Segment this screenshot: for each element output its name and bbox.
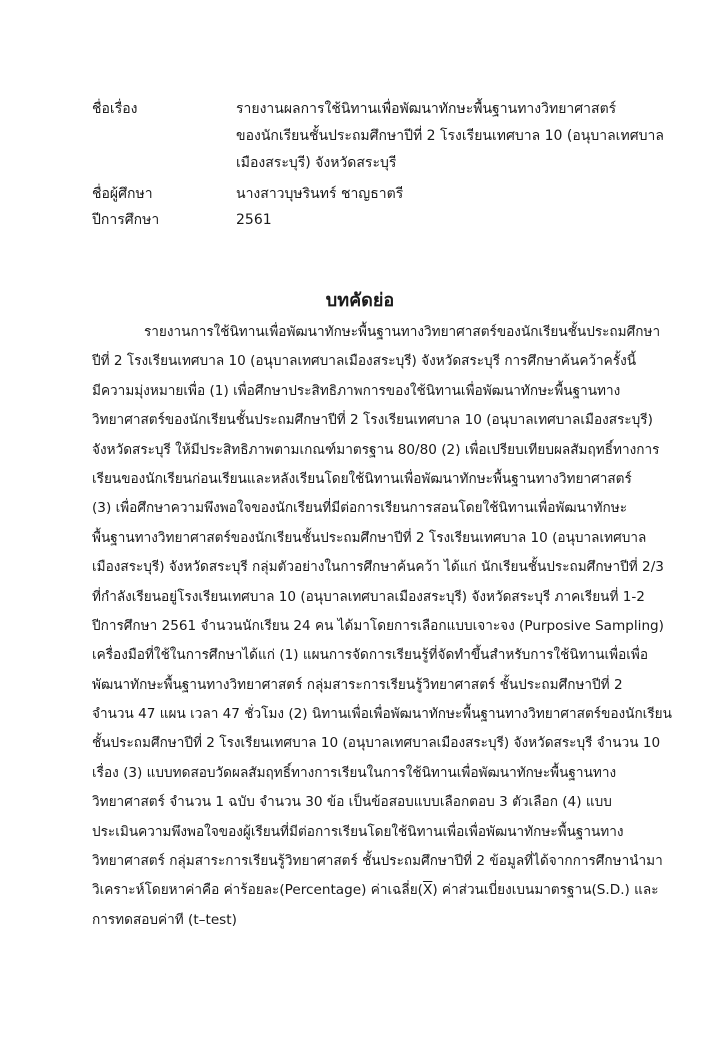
abstract-line: ที่กำลังเรียนอยู่โรงเรียนเทศบาล 10 (อนุบาลเทศบาลเมืองสระบุรี) จังหวัดสระบุรี ภาคเรียนที่ 1-2: [92, 588, 645, 605]
title-line: เมืองสระบุรี) จังหวัดสระบุรี: [236, 155, 397, 171]
author-label: ชื่อผู้ศึกษา: [92, 186, 153, 202]
abstract-line: จังหวัดสระบุรี ให้มีประสิทธิภาพตามเกณฑ์มาตรฐาน 80/80 (2) เพื่อเปรียบเทียบผลสัมฤทธิ์ทางการ: [92, 441, 660, 458]
abstract-line: เครื่องมือที่ใช้ในการศึกษาได้แก่ (1) แผนการจัดการเรียนรู้ที่จัดทำขึ้นสำหรับการใช้นิทานเพื่อเพื่อ: [92, 647, 649, 664]
abstract-heading: บทคัดย่อ: [325, 290, 395, 311]
title-value: [236, 96, 666, 177]
abstract-line: พื้นฐานทางวิทยาศาสตร์ของนักเรียนชั้นประถมศึกษาปีที่ 2 โรงเรียนเทศบาล 10 (อนุบาลเทศบาล: [92, 529, 647, 546]
abstract-text-fragment: วิเคราะห์โดยหาค่าคือ ค่าร้อยละ(Percentage) ค่าเฉลี่ย(: [92, 882, 423, 899]
abstract-line: มีความมุ่งหมายเพื่อ (1) เพื่อศึกษาประสิทธิภาพการของใช้นิทานเพื่อพัฒนาทักษะพื้นฐานทาง: [92, 382, 621, 399]
title-label: ชื่อเรื่อง: [92, 101, 138, 117]
abstract-body: [92, 318, 672, 935]
author-value: นางสาวบุษรินทร์ ชาญธาตรี: [236, 186, 404, 202]
abstract-line: ประเมินความพึงพอใจของผู้เรียนที่มีต่อการเรียนโดยใช้นิทานเพื่อเพื่อพัฒนาทักษะพื้นฐานทาง: [92, 823, 624, 840]
abstract-line: วิทยาศาสตร์ กลุ่มสาระการเรียนรู้วิทยาศาสตร์ ชั้นประถมศึกษาปีที่ 2 ข้อมูลที่ได้จากการศึกษานำมา: [92, 853, 663, 870]
abstract-line: วิทยาศาสตร์ของนักเรียนชั้นประถมศึกษาปีที่ 2 โรงเรียนเทศบาล 10 (อนุบาลเทศบาลเมืองสระบุรี): [92, 412, 653, 429]
abstract-line: รายงานการใช้นิทานเพื่อพัฒนาทักษะพื้นฐานทางวิทยาศาสตร์ของนักเรียนชั้นประถมศึกษา: [144, 324, 661, 340]
abstract-line: ชั้นประถมศึกษาปีที่ 2 โรงเรียนเทศบาล 10 (อนุบาลเทศบาลเมืองสระบุรี) จังหวัดสระบุรี จำนวน 10: [92, 735, 661, 752]
abstract-line: (3) เพื่อศึกษาความพึงพอใจของนักเรียนที่มีต่อการเรียนการสอนโดยใช้นิทานเพื่อพัฒนาทักษะ: [92, 500, 628, 517]
abstract-line: เมืองสระบุรี) จังหวัดสระบุรี กลุ่มตัวอย่างในการศึกษาค้นคว้า ได้แก่ นักเรียนชั้นประถมศึกษาปีที่ 2/3: [92, 559, 664, 576]
title-line: ของนักเรียนชั้นประถมศึกษาปีที่ 2 โรงเรียนเทศบาล 10 (อนุบาลเทศบาล: [236, 128, 664, 144]
title-line: รายงานผลการใช้นิทานเพื่อพัฒนาทักษะพื้นฐานทางวิทยาศาสตร์: [236, 101, 617, 117]
year-label: ปีการศึกษา: [92, 212, 160, 228]
abstract-text-fragment: ) ค่าส่วนเบี่ยงเบนมาตรฐาน(S.D.) และ: [432, 882, 659, 899]
year-value: 2561: [236, 212, 272, 228]
abstract-line: เรียนของนักเรียนก่อนเรียนและหลังเรียนโดยใช้นิทานเพื่อพัฒนาทักษะพื้นฐานทางวิทยาศาสตร์: [92, 470, 632, 487]
abstract-line: พัฒนาทักษะพื้นฐานทางวิทยาศาสตร์ กลุ่มสาระการเรียนรู้วิทยาศาสตร์ ชั้นประถมศึกษาปีที่ 2: [92, 676, 623, 693]
abstract-line: การทดสอบค่าที (t–test): [92, 911, 237, 928]
abstract-line: ปีการศึกษา 2561 จำนวนนักเรียน 24 คน ได้มาโดยการเลือกแบบเจาะจง (Purposive Sampling): [92, 617, 664, 634]
mean-symbol: $\overline{X}$: [422, 882, 433, 899]
abstract-line: เรื่อง (3) แบบทดสอบวัดผลสัมฤทธิ์ทางการเรียนในการใช้นิทานเพื่อพัฒนาทักษะพื้นฐานทาง: [92, 764, 617, 781]
abstract-line: [92, 876, 659, 905]
abstract-line: วิทยาศาสตร์ จำนวน 1 ฉบับ จำนวน 30 ข้อ เป็นข้อสอบแบบเลือกตอบ 3 ตัวเลือก (4) แบบ: [92, 794, 612, 811]
abstract-line: จำนวน 47 แผน เวลา 47 ชั่วโมง (2) นิทานเพื่อเพื่อพัฒนาทักษะพื้นฐานทางวิทยาศาสตร์ของนักเรียน: [92, 706, 672, 723]
abstract-line: ปีที่ 2 โรงเรียนเทศบาล 10 (อนุบาลเทศบาลเมืองสระบุรี) จังหวัดสระบุรี การศึกษาค้นคว้าครั้งนี้: [92, 353, 637, 370]
